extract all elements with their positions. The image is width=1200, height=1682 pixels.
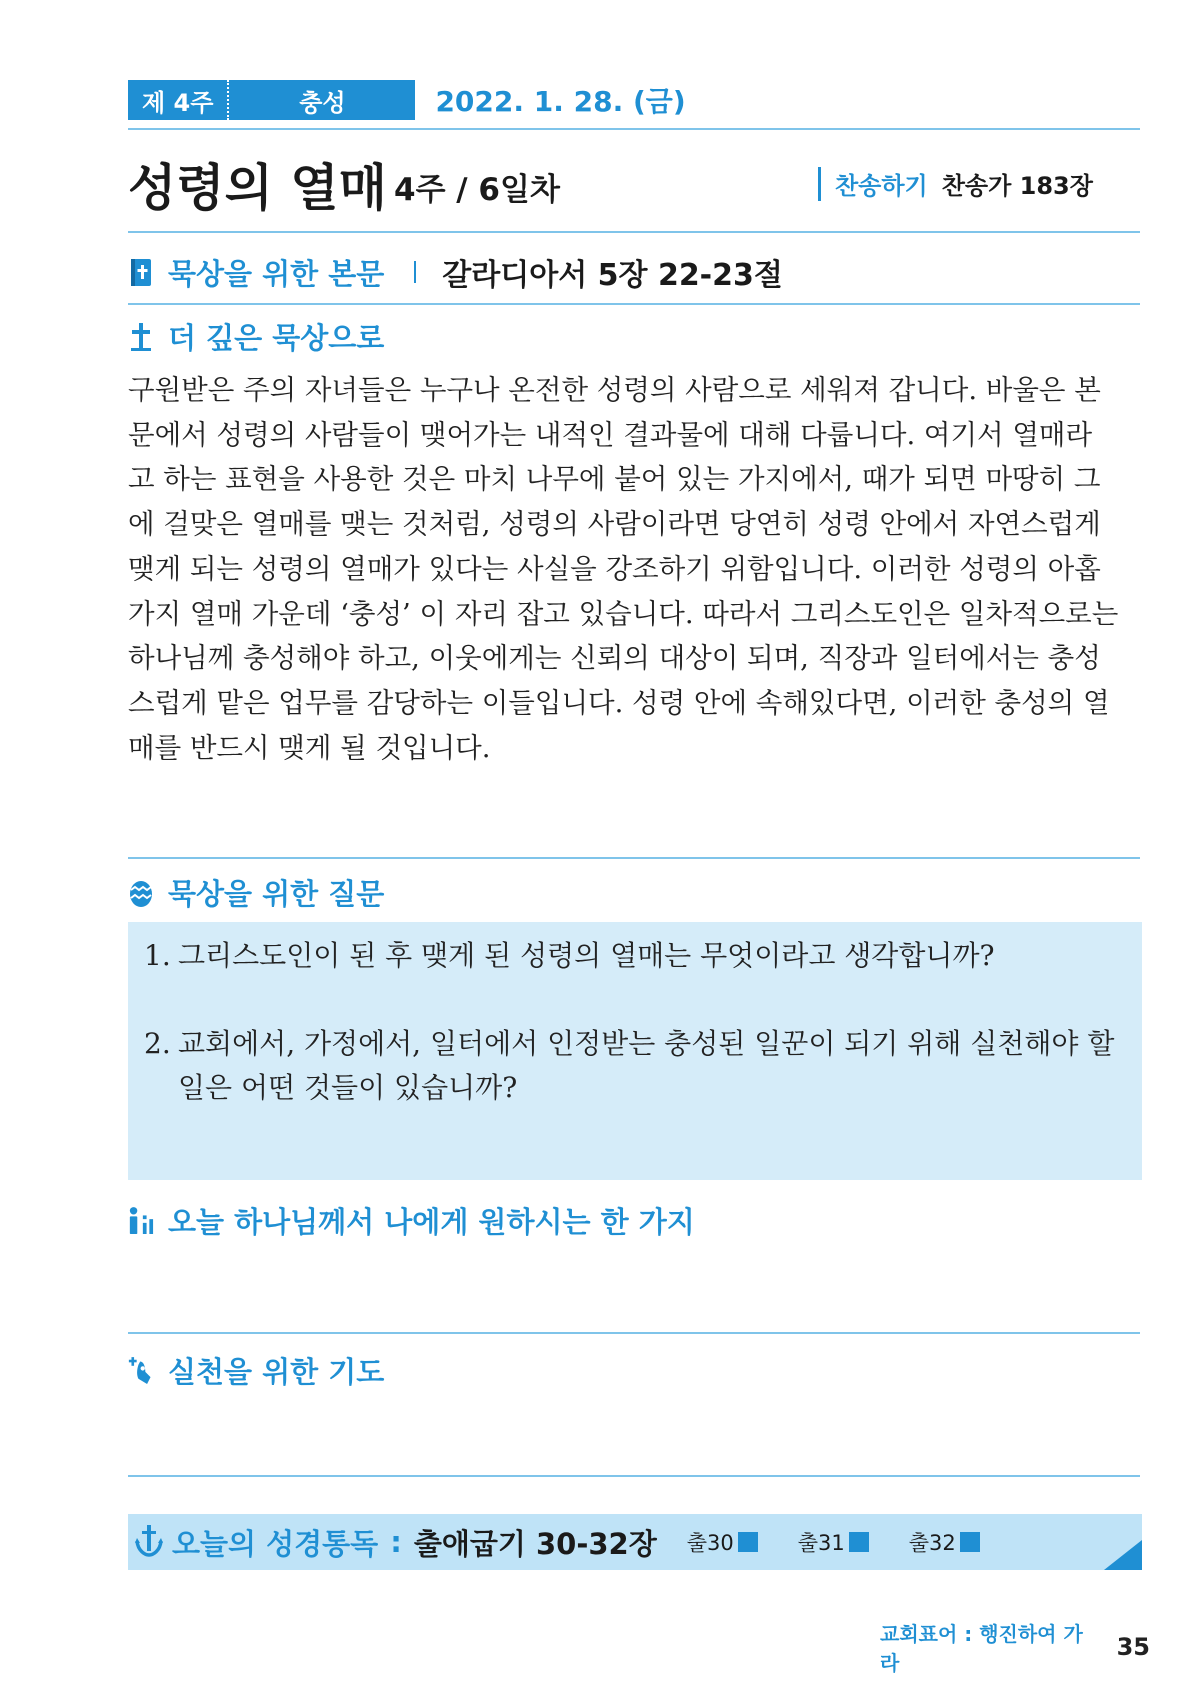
- footer: [880, 1618, 1150, 1676]
- divider: [128, 128, 1140, 130]
- reading-check-2[interactable]: [798, 1527, 869, 1557]
- reading-colon: :: [390, 1525, 402, 1559]
- text-line: 맺게 되는 성령의 열매가 있다는 사실을 강조하기 위함입니다. 이러한 성령의 아홉: [128, 552, 1101, 585]
- anchor-cross-icon: [134, 1523, 164, 1561]
- church-motto: 교회표어 : 행진하여 가라: [880, 1622, 1083, 1675]
- text-line: 가지 열매 가운데 ‘충성’ 이 자리 잡고 있습니다. 따라서 그리스도인은 일차적으로는: [128, 597, 1119, 630]
- text-line: 스럽게 맡은 업무를 감당하는 이들입니다. 성령 안에 속해있다면, 이러한 충성의 열: [128, 686, 1110, 719]
- divider: [128, 303, 1140, 305]
- reading-chapters: 출애굽기 30-32장: [413, 1526, 657, 1561]
- question-box: [128, 922, 1142, 1180]
- egg-icon: [128, 877, 154, 909]
- text-line: 에 걸맞은 열매를 맺는 것처럼, 성령의 사람이라면 당연히 성령 안에서 자연스럽게: [128, 508, 1101, 541]
- person-info-icon: [128, 1205, 154, 1237]
- meditation-label: 더 깊은 묵상으로: [168, 321, 385, 355]
- bible-icon: [128, 256, 154, 288]
- theme-label: 충성: [299, 88, 346, 117]
- week-label: 제 4주: [128, 80, 229, 120]
- check-label: 출31: [797, 1531, 845, 1555]
- hymn-info: [818, 166, 1093, 201]
- question-text-cont: 일은 어떤 것들이 있습니까?: [178, 1071, 518, 1104]
- meditation-text: [128, 368, 1140, 770]
- checkbox[interactable]: [849, 1532, 869, 1552]
- question-text: 그리스도인이 된 후 맺게 된 성령의 열매는 무엇이라고 생각합니까?: [178, 939, 995, 972]
- scripture-reference: 갈라디아서 5장 22-23절: [442, 258, 783, 293]
- questions-section: [128, 872, 384, 913]
- reading-check-3[interactable]: [909, 1527, 980, 1557]
- question-2: [144, 1022, 1134, 1110]
- hymn-value: 찬송가 183장: [941, 172, 1093, 200]
- checkbox[interactable]: [738, 1532, 758, 1552]
- bible-reading-bar: [128, 1514, 1142, 1570]
- divider: [128, 231, 1140, 233]
- header-tag: [128, 80, 686, 120]
- title-row: [128, 148, 1140, 218]
- today-label: 오늘 하나님께서 나에게 원하시는 한 가지: [168, 1205, 695, 1239]
- page-number: 35: [1116, 1633, 1150, 1661]
- scripture-section: [128, 250, 783, 294]
- text-line: 고 하는 표현을 사용한 것은 마치 나무에 붙어 있는 가지에서, 때가 되면 마땅히 그: [128, 463, 1101, 496]
- question-1: [144, 934, 995, 978]
- text-line: 구원받은 주의 자녀들은 누구나 온전한 성령의 사람으로 세워져 갑니다. 바울은 본: [128, 374, 1101, 406]
- separator: [414, 261, 416, 283]
- page-corner: [1104, 1540, 1142, 1570]
- check-label: 출30: [686, 1531, 734, 1555]
- question-number: 2.: [144, 1027, 171, 1060]
- reading-label: 오늘의 성경통독: [172, 1526, 379, 1561]
- cross-icon: [128, 321, 154, 353]
- today-section: [128, 1200, 695, 1241]
- scripture-label: 묵상을 위한 본문: [168, 256, 385, 291]
- text-line: 문에서 성령의 사람들이 맺어가는 내적인 결과물에 대해 다룹니다. 여기서 열매라: [128, 418, 1093, 451]
- hymn-label: 찬송하기: [835, 172, 928, 200]
- day-info: 4주 / 6일차: [394, 172, 560, 208]
- questions-label: 묵상을 위한 질문: [168, 877, 385, 911]
- prayer-label: 실천을 위한 기도: [168, 1355, 385, 1389]
- divider: [128, 1475, 1140, 1477]
- question-text: 교회에서, 가정에서, 일터에서 인정받는 충성된 일꾼이 되기 위해 실천해야 할: [178, 1027, 1115, 1060]
- week-tag: [128, 80, 415, 120]
- divider: [128, 1332, 1140, 1334]
- question-number: 1.: [144, 939, 171, 972]
- checkbox[interactable]: [960, 1532, 980, 1552]
- date-label: 2022. 1. 28. (금): [435, 85, 686, 118]
- praying-hands-icon: [128, 1355, 154, 1387]
- meditation-section: [128, 316, 384, 357]
- text-line: 매를 반드시 맺게 될 것입니다.: [128, 731, 491, 764]
- reading-check-1[interactable]: [687, 1527, 758, 1557]
- check-label: 출32: [908, 1531, 956, 1555]
- page-title: 성령의 열매: [128, 159, 387, 217]
- hymn-bar: [818, 167, 821, 201]
- prayer-section: [128, 1350, 384, 1391]
- text-line: 하나님께 충성해야 하고, 이웃에게는 신뢰의 대상이 되며, 직장과 일터에서는 충성: [128, 642, 1101, 675]
- divider: [128, 857, 1140, 859]
